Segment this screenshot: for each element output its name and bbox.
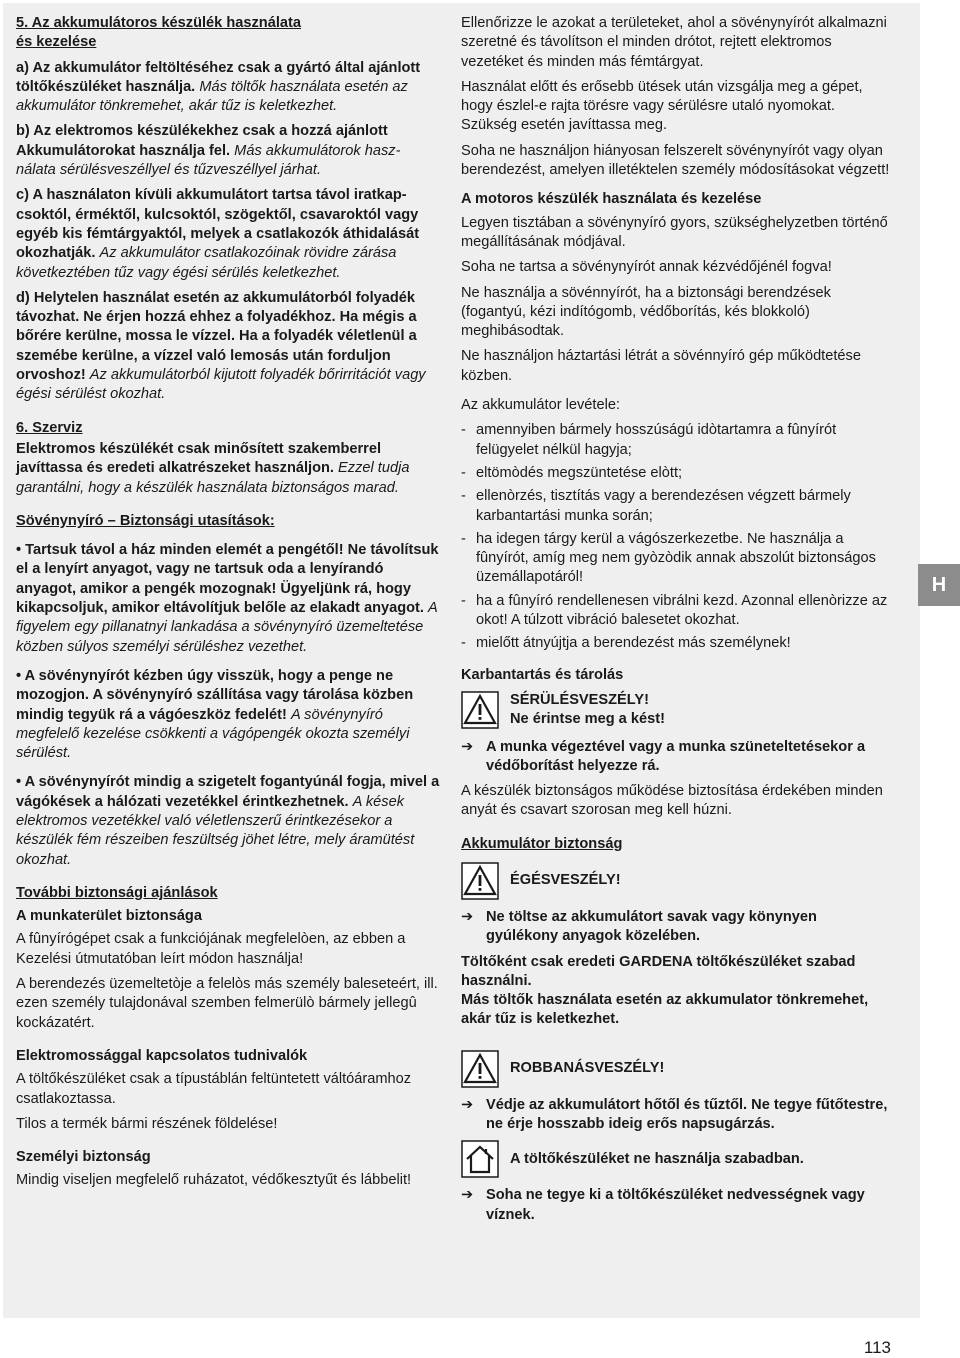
further-title: További biztonsági ajánlások	[16, 884, 218, 901]
dash-item: - ha a fûnyíró rendellenesen vibrálni kezd. Azonnal ellenòrizze az okot! A túlzott vibráció balesetet okozhat.	[461, 592, 888, 629]
right-p2: Használat előtt és erősebb ütések után vizsgálja meg a gépet, hogy észlel-e rajta törésre vagy sérülésre utaló nyomokat. Szükség esetén javíttassa meg.	[461, 78, 863, 134]
para-a-bold: a) Az akkumulátor feltöltéséhez csak a gyártó által ajánlott töltőkészüléket használja.	[16, 59, 421, 95]
warning-triangle-icon	[461, 862, 499, 900]
right-p3: Soha ne használjon hiányosan felszerelt sövénynyírót vagy olyan berendezést, amelyen illetéktelen személy módosításokat végzett!	[461, 142, 890, 179]
section-5-title	[16, 14, 440, 53]
dash-item-text: mielőtt átnyújtja a berendezést más személynek!	[476, 635, 791, 652]
dash-item-text: amennyiben bármely hosszúságú idòtartamra a fûnyírót felügyelet nélkül hagyja;	[476, 422, 837, 458]
dash-item: - ellenòrzés, tisztítás vagy a berendezésen végzett bármely karbantartási munka során;	[461, 488, 851, 524]
dash-item-text: eltömòdés megszüntetése elòtt;	[476, 464, 683, 481]
battery-p1: Töltőként csak eredeti GARDENA töltőkészüléket szabad használni.	[461, 953, 856, 989]
workarea-p2: A berendezés üzemeltetòje a felelòs más személy baleseteért, ill. ezen személy tulajdonával szemben felmerülò bármely jellegû kockázatért.	[16, 976, 438, 1031]
arrow-icon: ➔	[461, 908, 474, 925]
bullet-3-italic: A kések elektromos vezetékkel való véletlenszerű érintkezésekor a készülék fém részeiben feszültség jöhet létre, mely áramütést okozhat.	[16, 793, 415, 868]
section-5-title-line1: 5. Az akkumulátoros készülék használata	[16, 15, 301, 31]
para-a-italic: Más töltők használata esetén az akkumulátor tönkremehet, akár tűz is keletkezhet.	[16, 78, 408, 115]
para-d-italic: Az akkumulátorból kijutott folyadék bőrirritációt vagy égési sérülést okozhat.	[16, 367, 426, 403]
dash-item-text: ha a fûnyíró rendellenesen vibrálni kezd. Azonnal ellenòrizze az okot! A túlzott vibráció balesetet okozhat.	[476, 592, 888, 629]
para-d	[16, 289, 440, 405]
workarea-p1: A fûnyírógépet csak a funkciójának megfelelòen, az ebben a Kezelési útmutatóban leírt módon használja!	[16, 931, 406, 967]
warning-explosion	[461, 1050, 891, 1088]
battery-title: Akkumulátor biztonság	[461, 835, 623, 852]
motor-title: A motoros készülék használata és kezelése	[461, 191, 762, 208]
bullet-1-italic: A figyelem egy pillanatnyi lankadása a sövénynyíró üzemeltetése közben súlyos személyi sérüléshez vezethet.	[16, 600, 438, 655]
bullet-3-bold: • A sövénynyírót mindig a szigetelt fogantyúnál fogja, mivel a vágókések a hálózati vezetékkel érintkezhetnek.	[16, 774, 440, 810]
battery-p2: Más töltők használata esetén az akkumulator tönkremehet, akár tűz is keletkezhet.	[461, 992, 869, 1028]
warning-burn	[461, 862, 891, 900]
para-a	[16, 59, 440, 117]
motor-p3: Ne használja a sövénnyírót, ha a biztonsági berendzések (fogantyú, kézi indítógomb, védőborítás, kés blokkoló) meghibásodtak.	[461, 284, 831, 340]
indoor-only-notice	[461, 1140, 891, 1178]
section-6-title: 6. Szerviz	[16, 419, 83, 436]
elec-title: Elektromossággal kapcsolatos tudnivalók	[16, 1047, 308, 1064]
para-c-italic: Az akkumulátor csatlakozóinak rövidre zárása következtében tűz vagy égési sérülés keletkezhet.	[16, 245, 397, 281]
dash-item-text: ha idegen tárgy kerül a vágószerkezetbe. Ne használja a fûnyírót, amíg meg nem gyòzòdik annak abszolút biztonságos üzemállapotáról!	[476, 530, 876, 586]
personal-p1: Mindig viseljen megfelelő ruházatot, védőkesztyűt és lábbelit!	[16, 1172, 412, 1189]
battery-arrow-item	[461, 908, 891, 947]
motor-p4: Ne használjon háztartási létrát a sövénnyíró gép működtetése közben.	[461, 348, 861, 384]
motor-p1: Legyen tisztában a sövénynyíró gyors, szükséghelyzetben történő megállításának módjával.	[461, 214, 888, 250]
workarea-title: A munkaterület biztonsága	[16, 908, 202, 925]
warning-injury-text	[510, 691, 665, 730]
warning-explosion-text: ROBBANÁSVESZÉLY!	[510, 1060, 665, 1077]
para-b-bold: b) Az elektromos készülékekhez csak a hozzá ajánlott Akkumulátorokat használja fel.	[16, 123, 388, 159]
language-tab: H	[918, 564, 960, 606]
para-service-italic: Ezzel tudja garantálni, hogy a készülék használata biztonságos marad.	[16, 460, 410, 496]
explode-arrow-item	[461, 1096, 891, 1135]
warning-injury-line1: SÉRÜLÉSVESZÉLY!	[510, 691, 649, 708]
explode-arrow-text: Védje az akkumulátort hőtől és tűztől. Ne tegye fűtőtestre, ne érje hosszabb ideig erős napsugárzás.	[486, 1096, 888, 1133]
bullet-2-bold: • A sövénynyírót kézben úgy visszük, hogy a penge ne mozogjon. A sövénynyíró szállítása vagy tárolása közben mindig tegyük rá a vágóeszköz fedelét!	[16, 667, 414, 723]
bullet-1	[16, 541, 440, 657]
para-c	[16, 186, 440, 282]
battery-arrow-text: Ne töltse az akkumulátort savak vagy könynyen gyúlékony anyagok közelében.	[486, 908, 817, 945]
dash-list	[461, 421, 891, 653]
indoor-only-text: A töltőkészüléket ne használja szabadban.	[510, 1150, 804, 1167]
bullet-2-italic: A sövénynyíró megfelelő kezelése csökkenti a vágópengék okozta személyi sérülést.	[16, 706, 410, 762]
last-arrow-item	[461, 1186, 891, 1225]
bullet-2	[16, 667, 440, 763]
warning-injury	[461, 691, 891, 730]
para-service	[16, 440, 440, 498]
house-icon	[461, 1140, 499, 1178]
dash-item: - mielőtt átnyújtja a berendezést más személynek!	[461, 635, 791, 652]
elec-p2: Tilos a termék bármi részének földelése!	[16, 1115, 278, 1132]
elec-p1: A töltőkészüléket csak a típustáblán feltüntetett váltóáramhoz csatlakoztassa.	[16, 1071, 412, 1107]
dash-item: - ha idegen tárgy kerül a vágószerkezetbe. Ne használja a fûnyírót, amíg meg nem gyòzòdik annak abszolút biztonságos üzemállapotáról!	[461, 530, 876, 586]
motor-p2: Soha ne tartsa a sövénynyírót annak kézvédőjénél fogva!	[461, 259, 832, 276]
arrow-icon: ➔	[461, 738, 474, 755]
dash-item: - eltömòdés megszüntetése elòtt;	[461, 464, 683, 481]
para-c-bold: c) A használaton kívüli akkumulátort tartsa távol iratkap-csoktól, érméktől, kulcsoktól, szögektől, csavaroktól vagy egyéb kis fémtárgyaktól, melyek a csatlakozók áthidalását okozhatják.	[16, 187, 420, 262]
maint-title: Karbantartás és tárolás	[461, 666, 624, 683]
arrow-icon: ➔	[461, 1187, 474, 1204]
dash-item: - amennyiben bármely hosszúságú idòtartamra a fûnyírót felügyelet nélkül hagyja;	[461, 422, 837, 458]
remove-title: Az akkumulátor levétele:	[461, 397, 620, 414]
right-column	[461, 14, 891, 1231]
bullet-3	[16, 773, 440, 869]
right-p1: Ellenőrizze le azokat a területeket, ahol a sövénynyírót alkalmazni szeretné és távolítson el minden drótot, rejtett elektromos vezetéket és minden más fémtárgyat.	[461, 15, 887, 70]
maint-p: A készülék biztonságos működése biztosítása érdekében minden anyát és csavart szorosan meg kell húzni.	[461, 783, 883, 819]
page-number: 113	[863, 1338, 891, 1357]
last-arrow-text: Soha ne tegye ki a töltőkészüléket nedvességnek vagy víznek.	[486, 1187, 865, 1223]
para-b-italic: Más akkumulátorok hasz-nálata sérülésveszéllyel és tűzveszéllyel járhat.	[16, 142, 401, 179]
dash-item-text: ellenòrzés, tisztítás vagy a berendezésen végzett bármely karbantartási munka során;	[476, 488, 851, 524]
personal-title: Személyi biztonság	[16, 1149, 151, 1166]
warning-injury-line2: Ne érintse meg a kést!	[510, 711, 665, 728]
left-column	[16, 14, 440, 1197]
warning-burn-text: ÉGÉSVESZÉLY!	[510, 872, 621, 889]
warning-triangle-icon	[461, 691, 499, 729]
safety-title: Sövénynyíró – Biztonsági utasítások:	[16, 512, 275, 529]
bullet-1-bold: • Tartsuk távol a ház minden elemét a pengétől! Ne távolítsuk el a lenyírt anyagot, vagy ne tartsuk oda a lenyírandó anyagot, amikor a pengék mozognak! Ügyeljünk rá, hogy kikapcsoljuk, amikor eltávolítjuk belőle az elakadt anyagot.	[16, 542, 439, 617]
maint-arrow-text: A munka végeztével vagy a munka szüneteltetésekor a védőborítást helyezze rá.	[486, 738, 866, 774]
para-service-bold: Elektromos készülékét csak minősített szakemberrel javíttassa és eredeti alkatrészeket használjon.	[16, 440, 382, 477]
maint-arrow-item	[461, 738, 891, 777]
para-b	[16, 122, 440, 180]
section-5-title-line2: és kezelése	[16, 34, 97, 51]
warning-triangle-icon	[461, 1050, 499, 1088]
arrow-icon: ➔	[461, 1096, 474, 1113]
para-d-bold: d) Helytelen használat esetén az akkumulátorból folyadék távozhat. Ne érjen hozzá ehhez a folyadékhoz. Ha mégis a bőrére kerülne, mossa le vízzel. Ha a folyadék véletlenül a szemébe kerülne, a vízzel való lemosás után forduljon orvoshoz!	[16, 289, 417, 384]
